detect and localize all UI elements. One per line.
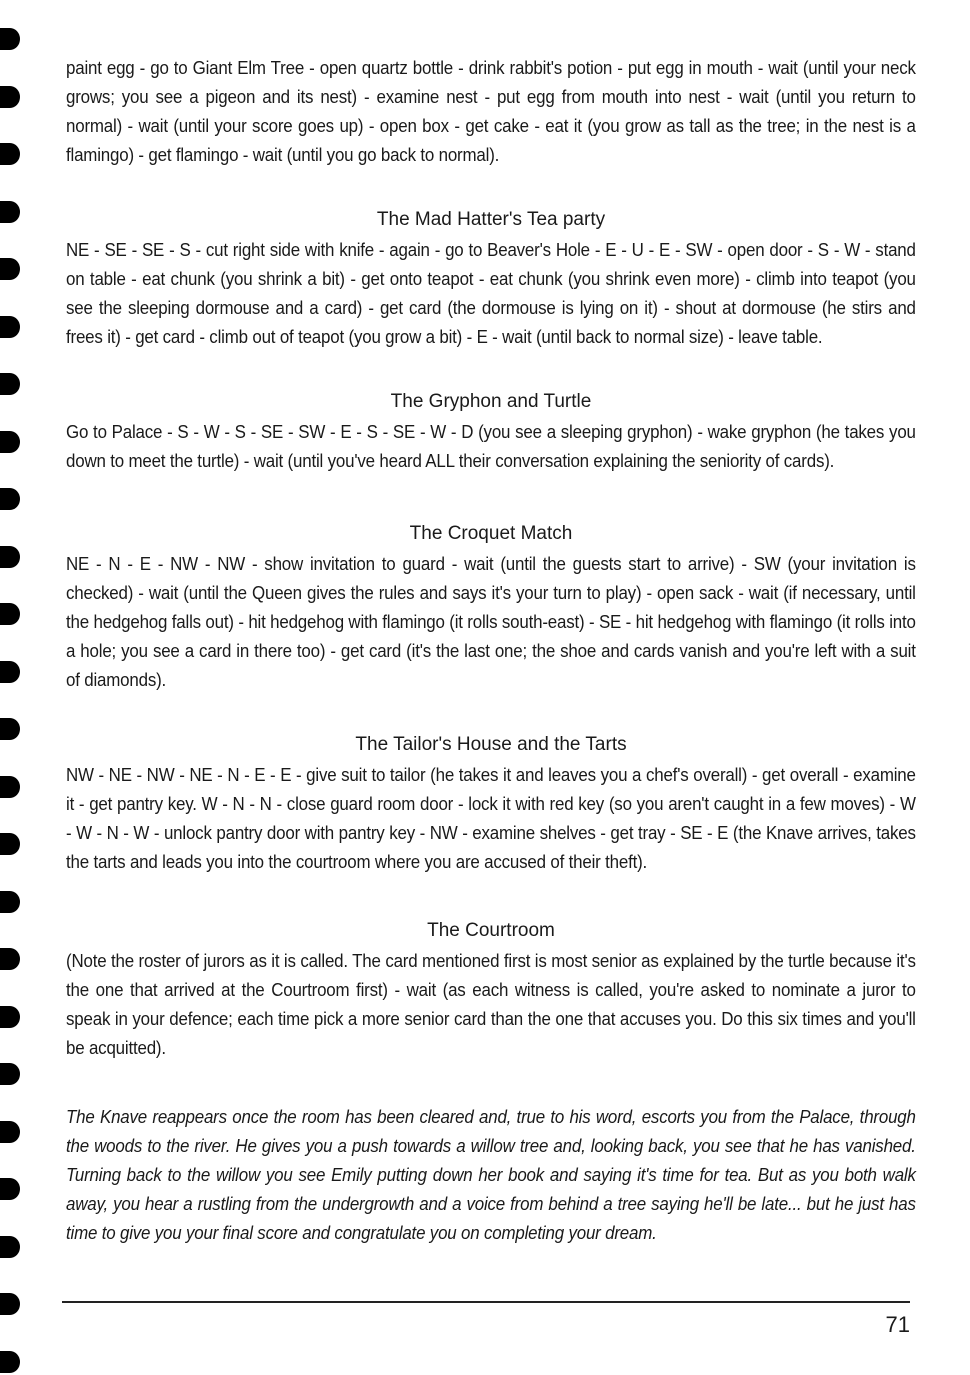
binding-hole [0,546,20,568]
intro-paragraph: paint egg - go to Giant Elm Tree - open quartz bottle - drink rabbit's potion - put egg in mouth - wait (until your neck grows; you see a pigeon and its nest) - examine nest - put egg from mouth into nest - wait (until you return to normal) - wait (until your score goes up) - open box - get cake - eat it (you grow as tall as the tree; in the nest is a flamingo) - get flamingo - wait (until you go back to normal). [66,58,916,165]
binding-hole [0,891,20,913]
binding-hole [0,718,20,740]
binding-hole [0,1351,20,1373]
footer-rule [62,1301,910,1303]
page-number: 71 [885,1312,910,1337]
section-title-croquet: The Croquet Match [409,523,573,544]
binding-hole [0,1178,20,1200]
binding-hole [0,1006,20,1028]
binding-hole [0,28,20,50]
epilogue-paragraph: The Knave reappears once the room has been cleared and, true to his word, escorts you from the Palace, through the woods to the river. He gives you a push towards a willow tree and, looking back, you see that he has vanished. Turning back to the willow you see Emily putting down her book and saying it's time for tea. But as you both walk away, you hear a rustling from the undergrowth and a voice from behind a tree saying he'll be late... but he just has time to give you your final score and congratulate you on completing your dream. [66,1107,916,1243]
binding-hole [0,201,20,223]
binding-hole [0,86,20,108]
section-title-courtroom: The Courtroom [427,920,555,941]
binding-hole [0,603,20,625]
binding-hole [0,1063,20,1085]
spiral-binding [0,0,26,1375]
section-body-mad-hatter: NE - SE - SE - S - cut right side with knife - again - go to Beaver's Hole - E - U - E - SW - open door - S - W - stand on table - eat chunk (you shrink a bit) - get onto teapot - eat chunk (you shrink even more) - climb into teapot (you see the sleeping dormouse and a card) - get card (the dormouse is lying on it) - shout at dormouse (he stirs and frees it) - get card - climb out of teapot (you grow a bit) - E - wait (until back to normal size) - leave table. [66,240,916,347]
section-body-gryphon: Go to Palace - S - W - S - SE - SW - E - S - SE - W - D (you see a sleeping gryphon) - wake gryphon (he takes you down to meet the turtle) - wait (until you've heard ALL their conversation explaining the seniority of cards). [66,422,916,471]
binding-hole [0,1236,20,1258]
section-body-courtroom: (Note the roster of jurors as it is called. The card mentioned first is most senior as explained by the turtle because it's the one that arrived at the Courtroom first) - wait (as each witness is called, you're asked to nominate a juror to speak in your defence; each time pick a more senior card than the one that accuses you. Do this six times and you'll be acquitted). [66,951,916,1058]
binding-hole [0,661,20,683]
binding-hole [0,373,20,395]
binding-hole [0,431,20,453]
binding-hole [0,776,20,798]
binding-hole [0,1293,20,1315]
binding-hole [0,258,20,280]
section-body-tailor: NW - NE - NW - NE - N - E - E - give suit to tailor (he takes it and leaves you a chef's overall) - get overall - examine it - get pantry key. W - N - N - close guard room door - lock it with red key (so you aren't caught in a few moves) - W - W - N - W - unlock pantry door with pantry key - NW - examine shelves - get tray - SE - E (the Knave arrives, takes the tarts and leads you into the courtroom where you are accused of their theft). [66,765,916,872]
binding-hole [0,833,20,855]
section-body-croquet: NE - N - E - NW - NW - show invitation to guard - wait (until the guests start to arrive) - SW (your invitation is checked) - wait (until the Queen gives the rules and says it's your turn to play) - open sack - wait (if necessary, until the hedgehog falls out) - hit hedgehog with flamingo (it rolls south-east) - SE - hit hedgehog with flamingo (it rolls into a hole; you see a card in there too) - get card (it's the last one; the shoe and cards vanish and you're left with a suit of diamonds). [66,554,916,690]
section-title-gryphon: The Gryphon and Turtle [390,391,592,412]
page-content [66,54,916,1248]
binding-hole [0,948,20,970]
section-title-tailor: The Tailor's House and the Tarts [355,734,627,755]
binding-hole [0,143,20,165]
binding-hole [0,1121,20,1143]
binding-hole [0,316,20,338]
binding-hole [0,488,20,510]
section-title-mad-hatter: The Mad Hatter's Tea party [376,209,606,230]
